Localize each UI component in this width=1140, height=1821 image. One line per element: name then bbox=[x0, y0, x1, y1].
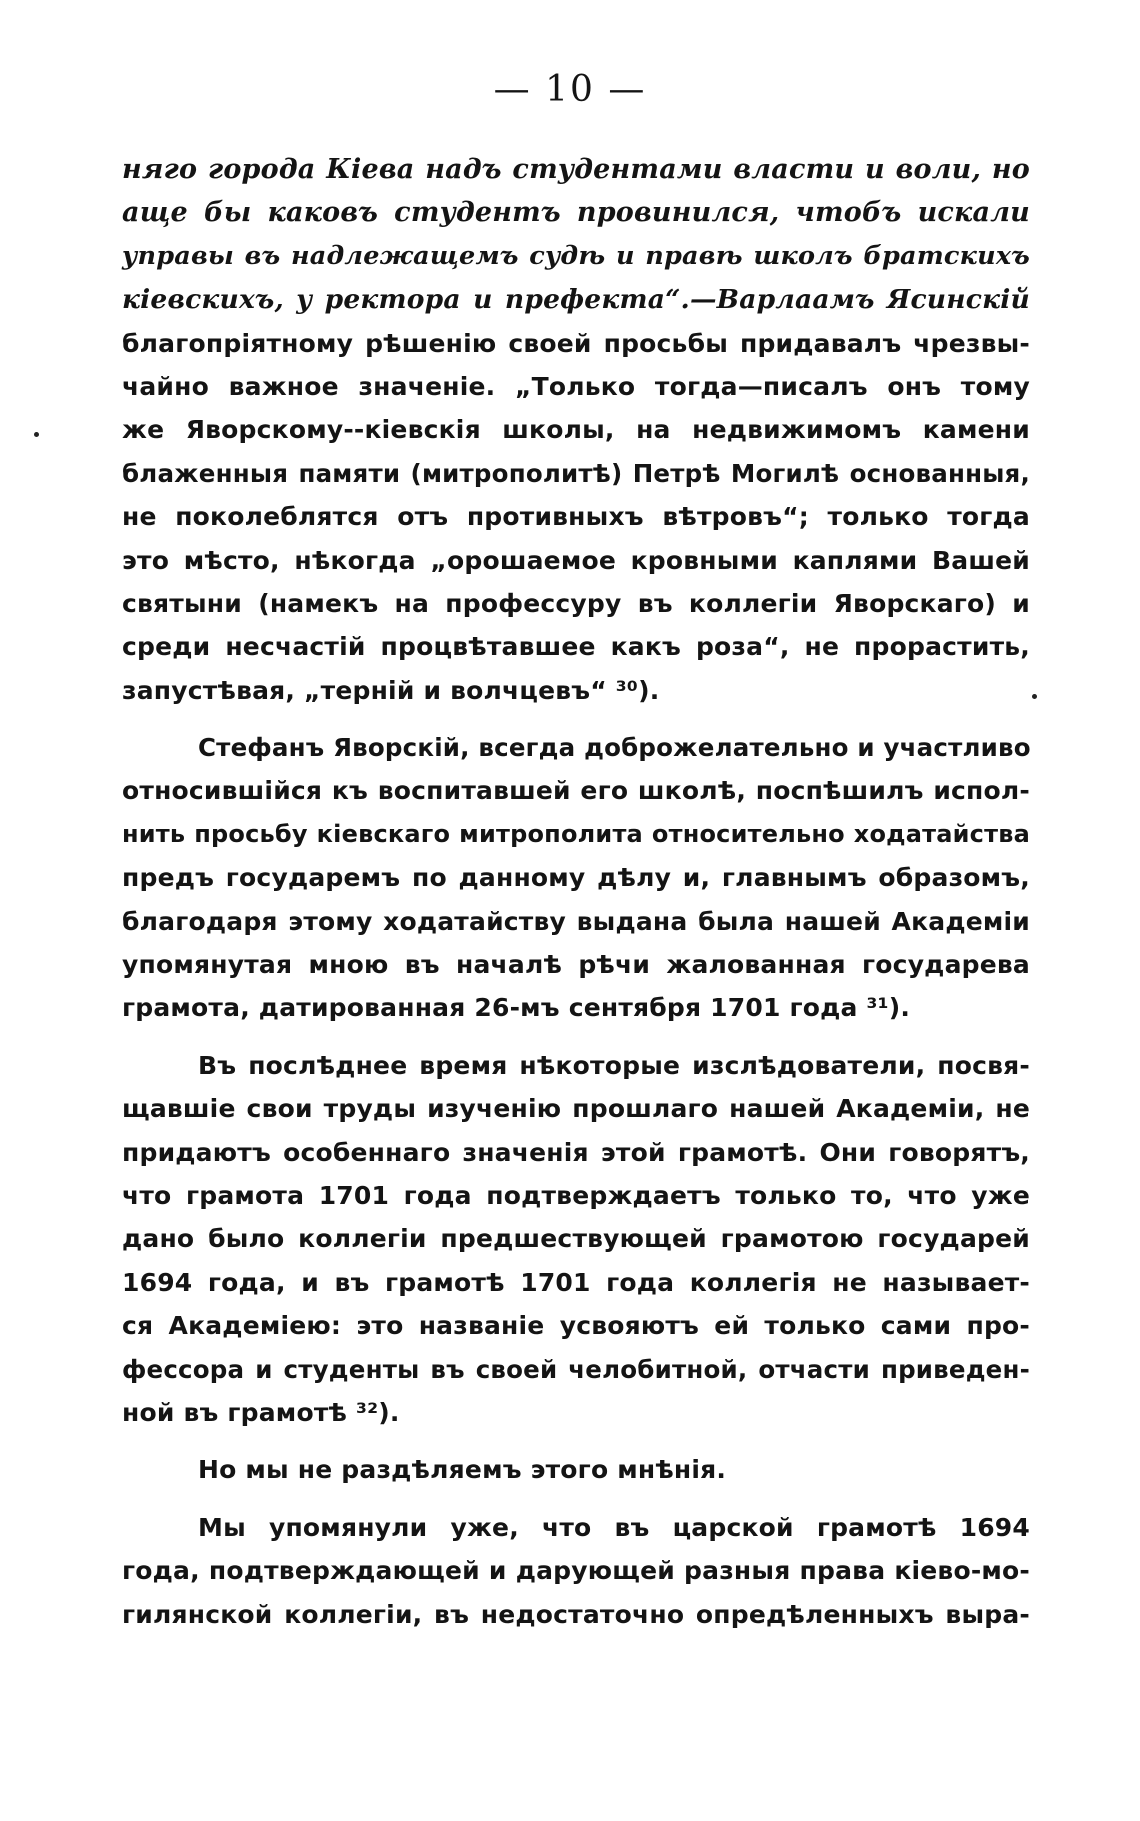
print-speck-left bbox=[34, 432, 39, 437]
text-line: благопріятному рѣшенію своей просьбы придавалъ чрезвы- bbox=[122, 328, 1030, 358]
paragraph bbox=[122, 1448, 1030, 1491]
text-line: предъ государемъ по данному дѣлу и, главнымъ образомъ, bbox=[122, 863, 1030, 893]
print-speck-right bbox=[1032, 694, 1037, 699]
text-line: чайно важное значеніе. „Только тогда—писалъ онъ тому bbox=[122, 371, 1030, 401]
text-line: Въ послѣднее время нѣкоторые изслѣдователи, посвя- bbox=[198, 1050, 1030, 1080]
text-line: нить просьбу кіевскаго митрополита относительно ходатайства bbox=[122, 819, 1030, 848]
text-line: ной въ грамотѣ ³²). bbox=[122, 1397, 400, 1427]
text-line: среди несчастій процвѣтавшее какъ роза“, не прорастить, bbox=[122, 632, 1030, 662]
paragraph-gap bbox=[122, 1030, 1030, 1044]
text-line: запустѣвая, „терній и волчцевъ“ ³⁰). bbox=[122, 675, 660, 705]
text-line: кіевскихъ, у ректора и префекта“.—Варлаамъ Ясинскій bbox=[122, 284, 1030, 316]
text-line: Стефанъ Яворскій, всегда доброжелательно и участливо bbox=[198, 733, 1031, 763]
paragraph bbox=[122, 726, 1030, 1030]
body-text bbox=[122, 148, 1030, 1636]
paragraph-gap bbox=[122, 712, 1030, 726]
text-line: фессора и студенты въ своей челобитной, отчасти приведен- bbox=[122, 1354, 1030, 1384]
paragraph-gap bbox=[122, 1434, 1030, 1448]
text-line: аще бы каковъ студентъ провинился, чтобъ искали bbox=[122, 197, 1030, 229]
text-line: благодаря этому ходатайству выдана была нашей Академіи bbox=[122, 906, 1030, 936]
paragraph bbox=[122, 1044, 1030, 1435]
text-line: дано было коллегіи предшествующей грамотою государей bbox=[122, 1224, 1030, 1254]
text-line: не поколеблятся отъ противныхъ вѣтровъ“; только тогда bbox=[122, 502, 1030, 532]
text-line: относившійся къ воспитавшей его школѣ, поспѣшилъ испол- bbox=[122, 776, 1030, 806]
text-line: управы въ надлежащемъ судѣ и правѣ школъ братскихъ bbox=[122, 240, 1030, 271]
text-line: ся Академіею: это названіе усвояютъ ей только сами про- bbox=[122, 1311, 1030, 1341]
paragraph bbox=[122, 1506, 1030, 1636]
text-line: это мѣсто, нѣкогда „орошаемое кровными каплями Вашей bbox=[122, 545, 1030, 575]
text-line: блаженныя памяти (митрополитѣ) Петрѣ Могилѣ основанныя, bbox=[122, 458, 1030, 488]
page-number: — 10 — bbox=[493, 69, 647, 110]
text-line: 1694 года, и въ грамотѣ 1701 года коллегія не называет- bbox=[122, 1267, 1030, 1297]
text-line: няго города Кіева надъ студентами власти и воли, но bbox=[122, 154, 1030, 185]
paragraph-gap bbox=[122, 1492, 1030, 1506]
text-line: святыни (намекъ на профессуру въ коллегіи Яворскаго) и bbox=[122, 588, 1030, 618]
text-line: грамота, датированная 26-мъ сентября 1701 года ³¹). bbox=[122, 993, 911, 1023]
text-line: Мы упомянули уже, что въ царской грамотѣ 1694 bbox=[198, 1512, 1030, 1542]
text-line: придаютъ особеннаго значенія этой грамотѣ. Они говорятъ, bbox=[122, 1137, 1030, 1167]
text-line: упомянутая мною въ началѣ рѣчи жалованная государева bbox=[122, 950, 1030, 980]
text-line: же Яворскому--кіевскія школы, на недвижимомъ камени bbox=[122, 415, 1030, 445]
text-line: года, подтверждающей и дарующей разныя права кіево-мо- bbox=[122, 1556, 1030, 1586]
text-line: гилянской коллегіи, въ недостаточно опредѣленныхъ выра- bbox=[122, 1599, 1030, 1629]
text-line: щавшіе свои труды изученію прошлаго нашей Академіи, не bbox=[122, 1094, 1030, 1124]
text-line: Но мы не раздѣляемъ этого мнѣнія. bbox=[198, 1455, 727, 1485]
paragraph bbox=[122, 148, 1030, 712]
text-line: что грамота 1701 года подтверждаетъ только то, что уже bbox=[122, 1180, 1030, 1210]
